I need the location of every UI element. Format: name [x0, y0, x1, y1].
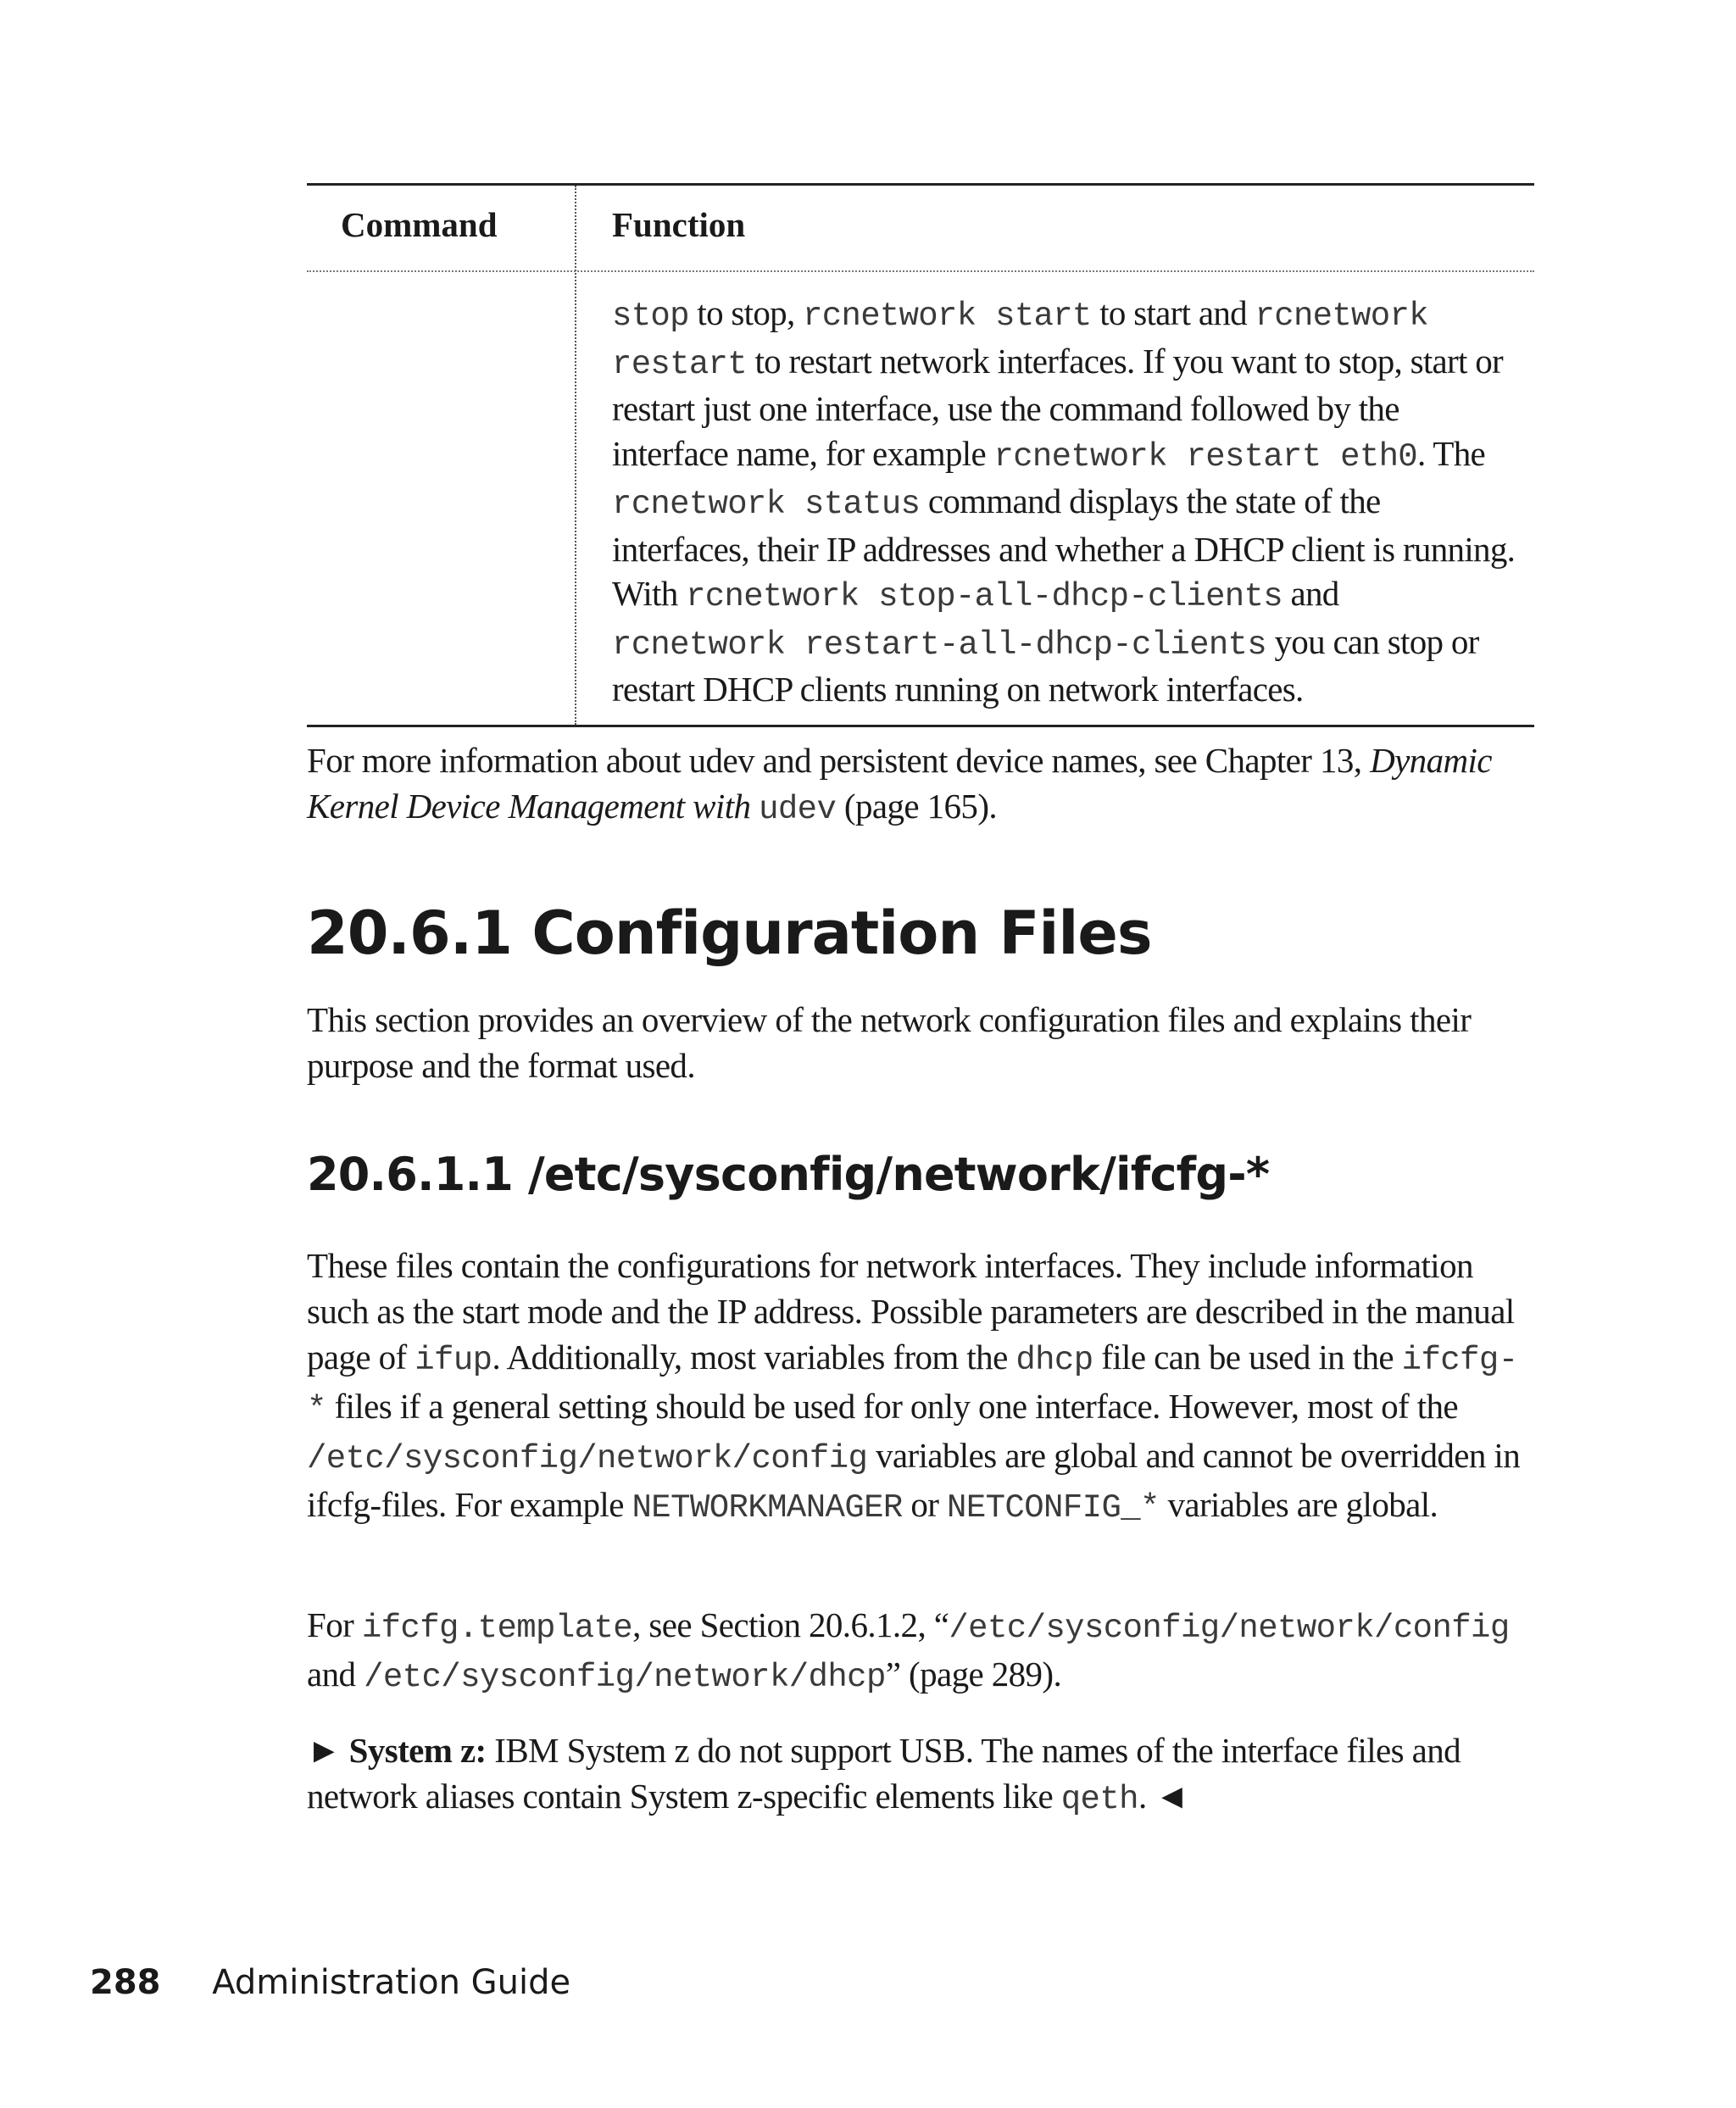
text-run: or [902, 1485, 948, 1524]
bold-label: System z: [348, 1731, 487, 1770]
text-run: and [1282, 574, 1339, 613]
text-run: to stop, [688, 293, 804, 332]
ifcfg-description-paragraph [307, 1243, 1536, 1531]
inline-code: /etc/sysconfig/network/dhcp [364, 1659, 886, 1696]
text-run: you can stop or restart DHCP clients running on network interfaces. [612, 621, 1479, 709]
inline-code: rcnetwork restart-all-dhcp-clients [612, 626, 1266, 664]
subsection-heading: 20.6.1.1 /etc/sysconfig/network/ifcfg-* [307, 1148, 1270, 1201]
inline-code: ifcfg-* [307, 1342, 1518, 1428]
section-heading: 20.6.1 Configuration Files [307, 898, 1152, 968]
inline-code: rcnetwork start [803, 298, 1092, 335]
inline-code: ifup [415, 1342, 492, 1379]
text-run: ” (page 289). [885, 1655, 1062, 1694]
command-table [307, 183, 1534, 727]
text-run: IBM System z do not support USB. The names of the interface files and network aliases contain System z-specific elements like [307, 1731, 1461, 1816]
page-number: 288 [90, 1963, 161, 2002]
inline-code: rcnetwork stop-all-dhcp-clients [686, 578, 1283, 615]
text-run: command displays the state of the interfaces, their IP addresses and whether a DHCP client is running. With [612, 481, 1516, 613]
inline-code: qeth [1060, 1781, 1138, 1818]
text-run: variables are global. [1159, 1485, 1438, 1524]
text-run: For more information about udev and persistent device names, see Chapter 13, [307, 741, 1371, 780]
systemz-note-paragraph [307, 1727, 1536, 1822]
text-run: file can be used in the [1093, 1338, 1402, 1377]
text-run: This section provides an overview of the network configuration files and explains their purpose and the format used. [307, 1000, 1472, 1085]
text-run: and [307, 1655, 364, 1694]
column-header-function: Function [612, 205, 746, 244]
page-footer [90, 1963, 570, 2002]
text-run: variables are global and cannot be overridden in ifcfg-files. For example [307, 1436, 1521, 1524]
inline-code: dhcp [1015, 1342, 1093, 1379]
function-cell [612, 291, 1519, 712]
text-run: ► [307, 1731, 349, 1770]
inline-code: rcnetwork restart [612, 298, 1428, 383]
text-run: . ◄ [1138, 1777, 1189, 1816]
inline-code: ifcfg.template [361, 1610, 633, 1647]
text-run: , see Section 20.6.1.2, “ [632, 1605, 949, 1644]
inline-code: NETCONFIG_* [947, 1489, 1160, 1527]
text-run: These files contain the configurations for network interfaces. They include information such as the start mode and the IP address. Possible parameters are described in the manual page of [307, 1246, 1515, 1377]
text-run: (page 165). [836, 787, 998, 826]
inline-code: rcnetwork status [612, 486, 921, 523]
column-header-command: Command [341, 205, 498, 244]
inline-code: stop [612, 298, 689, 335]
inline-code: /etc/sysconfig/network/config [949, 1610, 1510, 1647]
text-run: to restart network interfaces. If you want to stop, start or restart just one interface, use the command followed by the interface name, for example [612, 341, 1503, 473]
inline-code: rcnetwork restart eth0 [993, 437, 1417, 476]
udev-reference-paragraph [307, 737, 1536, 832]
inline-code: udev [759, 791, 837, 828]
emphasis-text: Dynamic Kernel Device Management with [307, 741, 1492, 826]
text-run: . The [1416, 433, 1485, 473]
section-intro-paragraph [307, 997, 1536, 1088]
inline-code: /etc/sysconfig/network/config [307, 1440, 868, 1477]
template-reference-paragraph [307, 1602, 1536, 1700]
text-run: to start and [1091, 293, 1255, 332]
header-separator [307, 270, 1534, 272]
text-run: . Additionally, most variables from the [492, 1338, 1016, 1377]
column-divider [575, 186, 576, 725]
inline-code: NETWORKMANAGER [632, 1489, 903, 1527]
book-title: Administration Guide [212, 1963, 571, 2002]
text-run: files if a general setting should be used for only one interface. However, most of the [326, 1387, 1458, 1426]
text-run: For [307, 1605, 362, 1644]
